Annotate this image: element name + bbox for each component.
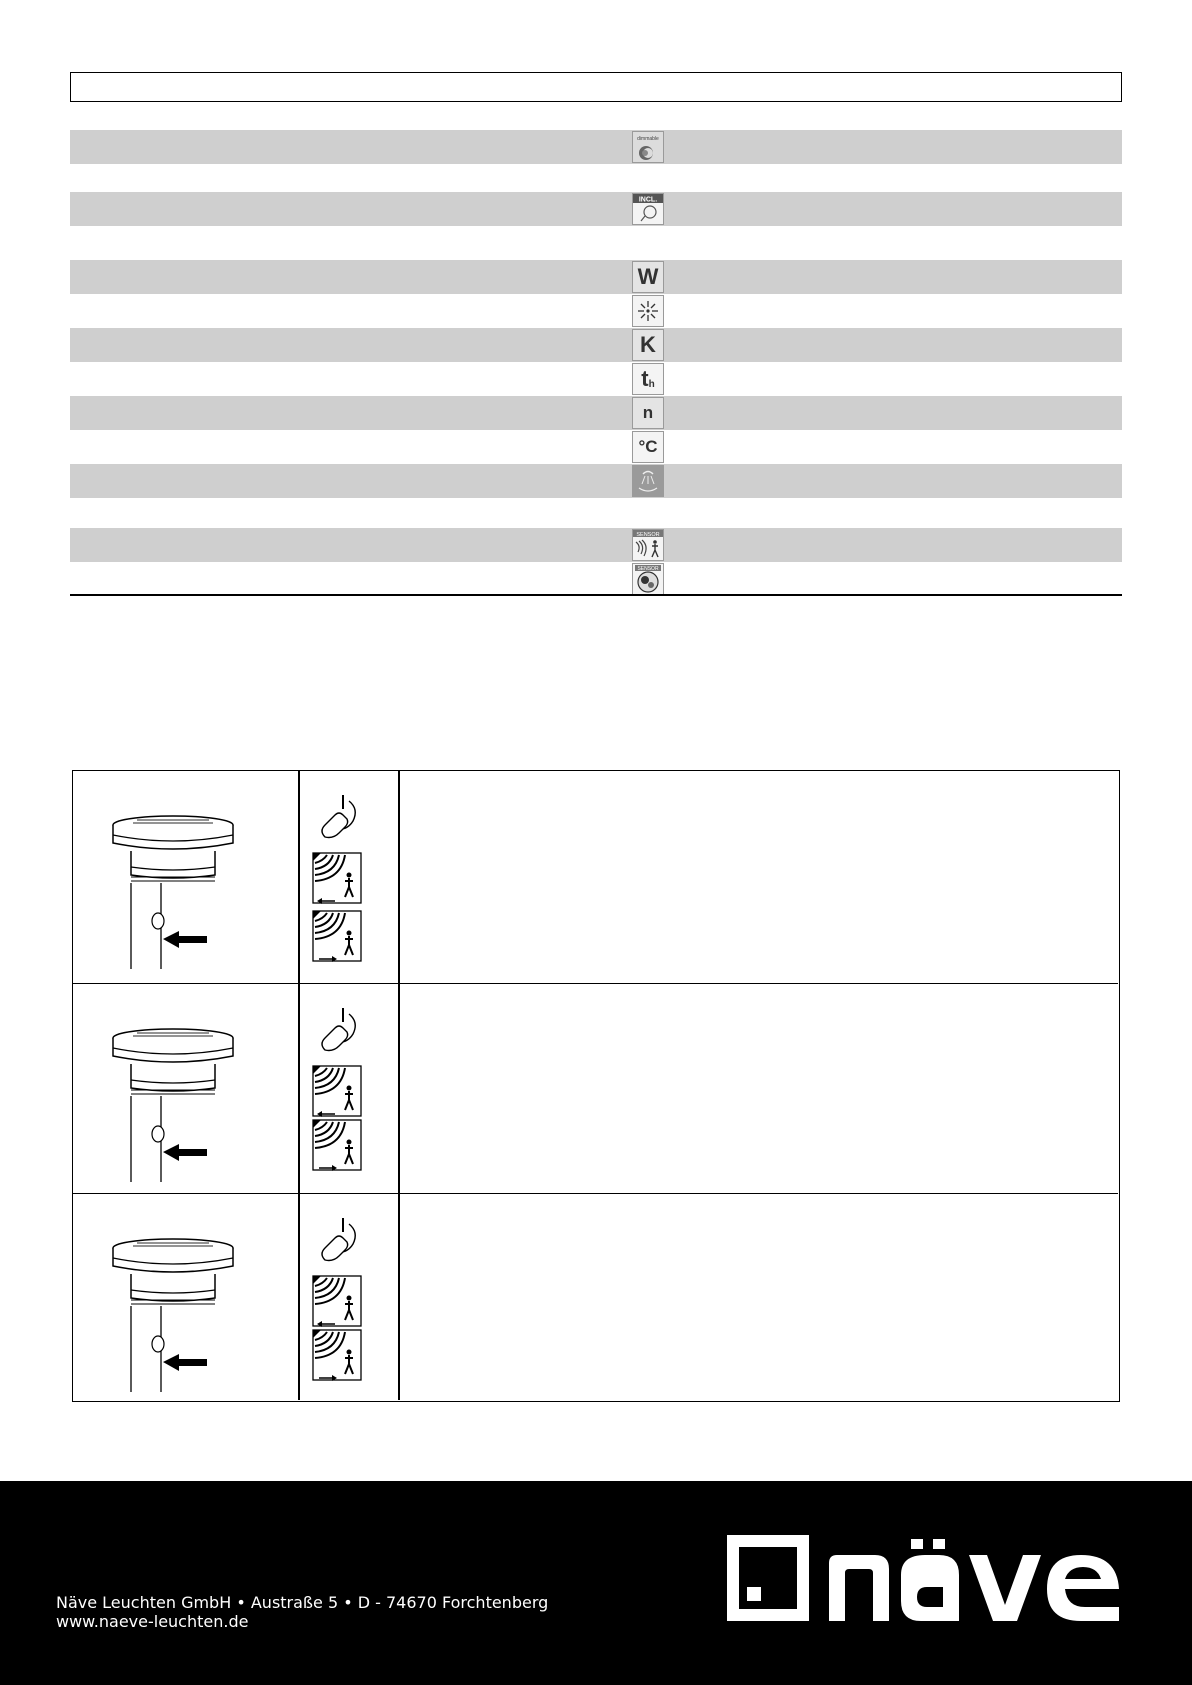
sensor-walk-left-icon xyxy=(313,1066,361,1117)
svg-text:dimmable: dimmable xyxy=(637,136,659,142)
company-address xyxy=(56,1593,548,1631)
dimmable-icon xyxy=(632,131,664,163)
mode-icons xyxy=(299,771,399,983)
lumen-icon xyxy=(632,295,664,327)
title-box xyxy=(70,72,1122,102)
operation-row-2 xyxy=(73,984,1118,1194)
dusk-sensor-icon xyxy=(632,563,664,595)
operation-description xyxy=(399,1194,1118,1400)
spec-row-kelvin xyxy=(70,328,1122,362)
switching-cycles-icon xyxy=(632,397,664,429)
kelvin-label: K xyxy=(640,332,656,357)
svg-text:INCL.: INCL. xyxy=(638,196,658,204)
hand-press-icon xyxy=(322,795,355,838)
spec-row-temperature xyxy=(70,430,1122,464)
spec-row-beam-angle xyxy=(70,464,1122,498)
footer xyxy=(0,1481,1192,1685)
mode-icons xyxy=(299,1194,399,1400)
spec-bottom-rule xyxy=(70,594,1122,596)
beam-angle-icon xyxy=(632,465,664,497)
naeve-logo xyxy=(725,1535,1135,1625)
operation-description xyxy=(399,771,1118,983)
sensor-walk-right-icon xyxy=(313,1120,361,1171)
svg-text:SENSOR: SENSOR xyxy=(636,532,660,538)
address-line: Näve Leuchten GmbH • Austraße 5 • D - 74670 Forchtenberg xyxy=(56,1593,549,1612)
bulb-included-icon xyxy=(632,193,664,225)
hand-press-icon xyxy=(322,1008,355,1051)
temperature-label: °C xyxy=(638,437,658,456)
sensor-walk-left-icon xyxy=(313,1276,361,1327)
spec-row-switching-cycles xyxy=(70,396,1122,430)
watt-icon xyxy=(632,261,664,293)
lifetime-hours-icon: t h xyxy=(632,363,664,395)
operation-description xyxy=(399,984,1118,1193)
lifetime-label: t xyxy=(641,366,649,391)
hand-press-icon xyxy=(322,1218,355,1261)
mode-icons xyxy=(299,984,399,1193)
watt-label: W xyxy=(637,264,659,289)
lamp-illustration xyxy=(73,1194,299,1400)
sensor-walk-right-icon xyxy=(313,911,361,962)
spec-row-dusk-sensor xyxy=(70,562,1122,596)
sensor-walk-left-icon xyxy=(313,853,361,904)
operation-row-1 xyxy=(73,771,1118,984)
website-link[interactable]: www.naeve-leuchten.de xyxy=(56,1612,249,1631)
temperature-icon xyxy=(632,431,664,463)
operation-row-3 xyxy=(73,1194,1118,1400)
lamp-illustration xyxy=(73,771,299,983)
spec-row-motion-sensor xyxy=(70,528,1122,562)
spec-row-lumen xyxy=(70,294,1122,328)
switching-cycles-label: n xyxy=(642,403,654,422)
sensor-walk-right-icon xyxy=(313,1330,361,1381)
spec-row-lifetime xyxy=(70,362,1122,396)
svg-text:SENSOR: SENSOR xyxy=(637,566,659,572)
kelvin-icon xyxy=(632,329,664,361)
spec-row-dimmable xyxy=(70,130,1122,164)
motion-sensor-icon xyxy=(632,529,664,561)
operation-table xyxy=(72,770,1120,1402)
lamp-illustration xyxy=(73,984,299,1193)
spec-row-bulb-included xyxy=(70,192,1122,226)
spec-row-watt xyxy=(70,260,1122,294)
